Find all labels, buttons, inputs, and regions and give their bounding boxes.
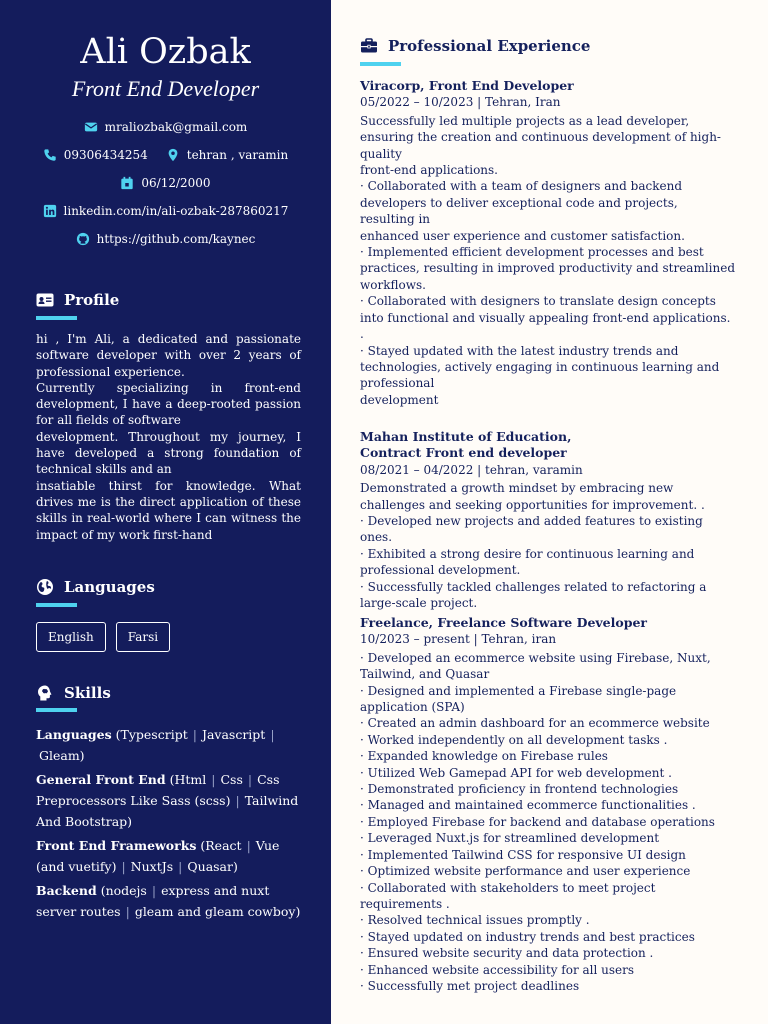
skill-item: gleam and gleam cowboy) <box>134 904 301 919</box>
location-item <box>166 148 288 162</box>
skills-heading-text: Skills <box>64 684 111 702</box>
job-description: · Developed an ecommerce website using Firebase, Nuxt, Tailwind, and Quasar · Designed and implemented a Firebase single-page application (SPA) · Created an admin dashboard for an ecommerce website · Worked independently on all development tasks . · Expanded knowledge on Firebase rules · Utilized Web Gamepad API for web development . · Demonstrated proficiency in frontend technologies · Managed and maintained ecommerce functionalities . · Employed Firebase for backend and database operations · Leveraged Nuxt.js for streamlined development · Implemented Tailwind CSS for responsive UI design · Optimized website performance and user experience · Collaborated with stakeholders to meet project requirements . · Resolved technical issues promptly . · Stayed updated on industry trends and best practices · Ensured website security and data protection . · Enhanced website accessibility for all users · Successfully met project deadlines <box>360 650 715 993</box>
skills-underline <box>36 708 77 712</box>
language-chip: Farsi <box>116 622 170 652</box>
envelope-icon <box>84 120 98 134</box>
birthdate-text: 06/12/2000 <box>141 176 211 190</box>
languages-heading-text: Languages <box>64 578 155 596</box>
skill-group: Backend (nodejs | express and nuxt server routes | gleam and gleam cowboy) <box>36 883 301 919</box>
skill-item: Vue (and vuetify) <box>36 838 280 874</box>
id-card-icon <box>36 291 54 309</box>
job-description: Successfully led multiple projects as a lead developer, ensuring the creation and continuous development of high-quality front-end applications. · Collaborated with a team of designers and backend developers to deliver exceptional code and projects, resulting in enhanced user experience and customer satisfaction. · Implemented efficient development processes and best practices, resulting in improved productivity and streamlined workflows. · Collaborated with designers to translate design concepts into functional and visually appealing front-end applications. . · Stayed updated with the latest industry trends and technologies, actively engaging in continuous learning and professional development <box>360 113 736 407</box>
location-pin-icon <box>166 148 180 162</box>
skill-group-label: Front End Frameworks <box>36 838 197 853</box>
job-entry <box>360 615 735 994</box>
brain-icon <box>36 684 54 702</box>
skill-group-label: Backend <box>36 883 97 898</box>
skill-group-label: Languages <box>36 727 112 742</box>
language-chip: English <box>36 622 106 652</box>
job-entry <box>360 78 735 408</box>
skill-item: Gleam) <box>39 748 85 763</box>
job-title: Viracorp, Front End Developer <box>360 78 574 93</box>
job-title: Freelance, Freelance Software Developer <box>360 615 647 630</box>
github-text: https://github.com/kaynec <box>96 232 256 246</box>
skill-group: General Front End (Html | Css | Css Preprocessors Like Sass (scss) | Tailwind And Bootstrap) <box>36 772 299 829</box>
job-entry <box>360 429 735 611</box>
skill-group-label: General Front End <box>36 772 166 787</box>
job-meta: 08/2021 – 04/2022 | tehran, varamin <box>360 462 583 477</box>
github-link[interactable] <box>76 232 256 246</box>
skill-item: Tailwind And Bootstrap) <box>36 793 299 829</box>
contact-email-row <box>0 120 331 134</box>
linkedin-link[interactable] <box>43 204 289 218</box>
skill-item: express and nuxt server routes <box>36 883 270 919</box>
experience-heading <box>360 37 590 55</box>
briefcase-icon <box>360 37 378 55</box>
job-meta: 10/2023 – present | Tehran, iran <box>360 632 557 647</box>
calendar-icon <box>120 176 134 190</box>
languages-heading <box>36 578 155 596</box>
sidebar <box>0 0 331 1024</box>
job-meta: 05/2022 – 10/2023 | Tehran, Iran <box>360 95 561 110</box>
skill-group: Languages (Typescript | Javascript | Gleam) <box>36 727 275 763</box>
skills-heading <box>36 684 111 702</box>
main-column <box>331 0 768 1024</box>
phone-text: 09306434254 <box>63 148 148 162</box>
skill-item: Javascript <box>201 727 266 742</box>
globe-icon <box>36 578 54 596</box>
experience-underline <box>360 62 401 66</box>
contact-github-row <box>0 232 331 246</box>
profile-underline <box>36 316 77 320</box>
location-text: tehran , varamin <box>186 148 289 162</box>
job-description: Demonstrated a growth mindset by embracing new challenges and seeking opportunities for improvement. . · Developed new projects and added features to existing ones. · Exhibited a strong desire for continuous learning and professional development. · Successfully tackled challenges related to refactoring a large-scale project. <box>360 481 707 611</box>
languages-underline <box>36 603 77 607</box>
github-icon <box>76 232 90 246</box>
skill-item: Css <box>220 772 243 787</box>
skill-item: (nodejs <box>100 883 147 898</box>
email-link[interactable] <box>84 120 248 134</box>
linkedin-text: linkedin.com/in/ali-ozbak-287860217 <box>63 204 289 218</box>
profile-heading <box>36 291 119 309</box>
skill-item: (Typescript <box>115 727 188 742</box>
languages-list <box>36 622 170 652</box>
job-title: Mahan Institute of Education, Contract Front end developer <box>360 429 572 461</box>
skill-item: (React <box>200 838 242 853</box>
birthdate-item <box>120 176 210 190</box>
contact-linkedin-row <box>0 204 331 218</box>
profile-heading-text: Profile <box>64 291 120 309</box>
contact-birthdate-row <box>0 176 331 190</box>
experience-heading-text: Professional Experience <box>388 37 591 55</box>
phone-icon <box>43 148 57 162</box>
phone-link[interactable] <box>43 148 148 162</box>
email-text: mraliozbak@gmail.com <box>104 120 248 134</box>
profile-text: hi , I'm Ali, a dedicated and passionate software developer with over 2 years of professional experience. Currently specializing in front-end development, I have a deep-rooted passion for all fields of software development. Throughout my journey, I have developed a strong foundation of technical skills and an insatiable thirst for knowledge. What drives me is the direct application of these skills in real-world where I can witness the impact of my work first-hand <box>36 332 301 542</box>
skill-group: Front End Frameworks (React | Vue (and vuetify) | NuxtJs | Quasar) <box>36 838 280 874</box>
skills-list <box>36 724 301 925</box>
contact-phone-row <box>0 148 331 162</box>
linkedin-icon <box>43 204 57 218</box>
person-name: Ali Ozbak <box>80 32 251 72</box>
skill-item: Css Preprocessors Like Sass (scss) <box>36 772 280 808</box>
skill-item: (Html <box>169 772 207 787</box>
skill-item: NuxtJs <box>130 859 174 874</box>
job-role: Front End Developer <box>71 76 260 101</box>
skill-item: Quasar) <box>187 859 238 874</box>
